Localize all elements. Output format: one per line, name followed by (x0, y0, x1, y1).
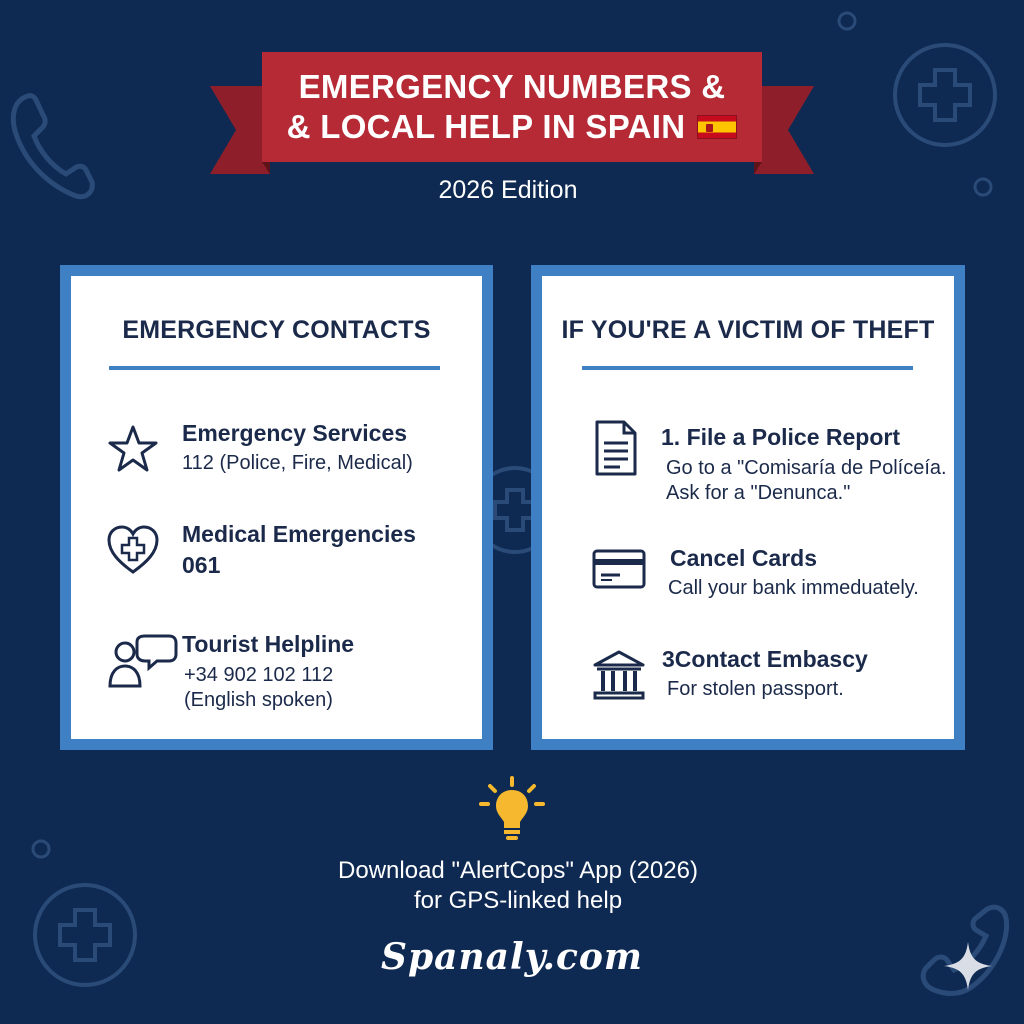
document-icon (594, 419, 638, 477)
heart-cross-icon (105, 524, 161, 576)
item-desc: 112 (Police, Fire, Medical) (182, 452, 413, 474)
lightbulb-icon (476, 776, 548, 853)
bg-circle-plus-icon-top-right (890, 40, 1000, 150)
item-title: Tourist Helpline (182, 631, 355, 657)
sparkle-icon (942, 940, 994, 997)
people-chat-icon (107, 634, 179, 690)
item-desc-line1: +34 902 102 112 (184, 664, 334, 686)
emergency-contacts-card (60, 265, 493, 750)
item-desc: For stolen passport. (667, 678, 844, 700)
brand-logo-text: Spanaly.com (380, 936, 643, 978)
star-icon (107, 424, 159, 474)
cta-line1: Download "AlertCops" App (2026) (338, 857, 698, 884)
embassy-building-icon (592, 649, 646, 701)
divider (582, 366, 913, 370)
item-desc-line2: Ask for a "Denunca." (666, 482, 851, 504)
item-desc: Call your bank immeduately. (668, 577, 919, 599)
item-title: Medical Emergencies (182, 521, 416, 547)
banner-title-line2: & LOCAL HELP IN SPAIN (286, 108, 686, 145)
theft-victim-card (531, 265, 965, 750)
cta-line2: for GPS-linked help (413, 887, 623, 914)
bg-small-circle-icon (836, 10, 858, 32)
item-title: Emergency Services (182, 420, 408, 446)
app-promo (0, 856, 1024, 916)
item-desc-line2: (English spoken) (184, 689, 333, 711)
item-title: 1. File a Police Report (661, 424, 901, 450)
item-desc: 061 (182, 552, 221, 578)
card-title: EMERGENCY CONTACTS (122, 316, 431, 344)
item-title: 3Contact Embascy (662, 646, 868, 672)
divider (109, 366, 440, 370)
card-title: IF YOU'RE A VICTIM OF THEFT (561, 316, 935, 344)
credit-card-icon (592, 549, 646, 589)
item-desc-line1: Go to a "Comisaría de Polícеía. (666, 457, 947, 479)
spain-flag-icon (697, 115, 737, 139)
edition-label: 2026 Edition (438, 176, 578, 204)
title-banner (210, 52, 814, 176)
banner-title-line1: EMERGENCY NUMBERS & (298, 68, 726, 105)
item-title: Cancel Cards (670, 545, 818, 571)
